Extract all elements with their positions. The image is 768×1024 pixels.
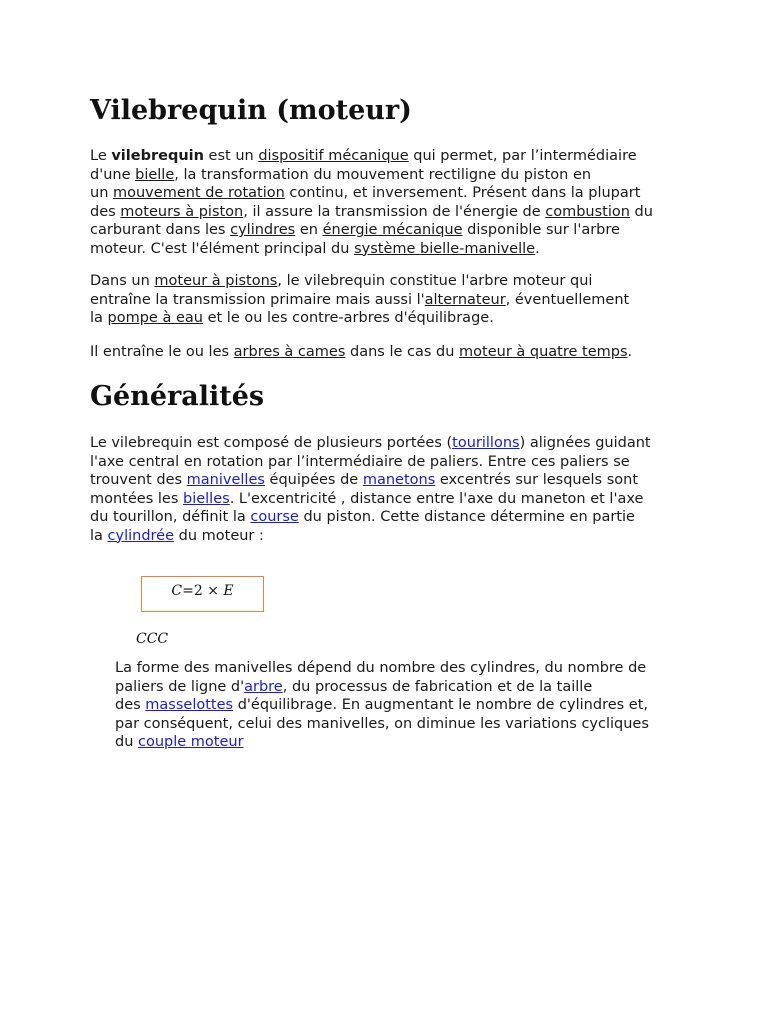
text-run: la	[90, 310, 108, 326]
text-run: montées les	[90, 490, 183, 507]
text-run: un	[90, 185, 113, 201]
link-couple-moteur[interactable]: couple moteur	[138, 734, 244, 750]
text-run: équipées de	[264, 472, 363, 488]
link-alternateur[interactable]: alternateur	[424, 291, 506, 308]
text-run: La forme des manivelles dépend du nombre des cylindres, du nombre de	[115, 660, 647, 676]
text-line	[115, 715, 685, 734]
formula-box	[141, 576, 264, 612]
formula-var-c: C	[171, 583, 183, 599]
text-line	[90, 291, 690, 310]
text-run: Dans un	[90, 273, 155, 289]
link-course[interactable]: course	[250, 509, 299, 525]
formula-times: ×	[207, 583, 219, 599]
link-bielle[interactable]: bielle	[135, 166, 175, 183]
text-line	[90, 471, 690, 490]
text-run: l'axe central en rotation par l’intermédiaire de paliers. Entre ces paliers se	[90, 453, 630, 470]
text-run: Il entraîne le ou les	[90, 344, 234, 360]
text-run: . L'excentricité , distance entre l'axe du maneton et l'axe	[229, 490, 644, 507]
text-run: dans le cas du	[345, 344, 460, 360]
text-run: trouvent des	[90, 472, 187, 488]
text-run: du	[629, 203, 653, 220]
text-line	[115, 733, 685, 752]
text-run: Le	[90, 148, 112, 164]
text-line	[90, 147, 690, 166]
text-run: est un	[203, 148, 259, 164]
formula-caption: CCC	[136, 631, 169, 647]
text-run: .	[627, 344, 633, 360]
link-masselottes[interactable]: masselottes	[145, 697, 234, 713]
text-run: disponible sur l'arbre	[462, 222, 620, 238]
formula-equals: =2	[182, 583, 203, 599]
paragraph-generalites	[90, 434, 690, 545]
text-line	[115, 678, 685, 697]
text-run: , le vilebrequin constitue l'arbre moteur qui	[277, 273, 593, 289]
text-line	[90, 453, 690, 472]
link-systeme-bielle-manivelle[interactable]: système bielle-manivelle	[354, 240, 536, 257]
text-run: entraîne la transmission primaire mais aussi l'	[90, 291, 425, 308]
link-moteurs-a-piston[interactable]: moteurs à piston	[120, 203, 244, 220]
text-run: moteur. C'est l'élément principal du	[90, 240, 355, 257]
text-line	[115, 659, 685, 678]
link-dispositif-mecanique[interactable]: dispositif mécanique	[258, 148, 409, 164]
page-title: Vilebrequin (moteur)	[90, 95, 412, 126]
link-bielles[interactable]: bielles	[183, 490, 230, 507]
text-run: des	[90, 203, 121, 220]
text-line	[90, 309, 690, 328]
link-manivelles[interactable]: manivelles	[186, 472, 265, 488]
section-title: Généralités	[90, 381, 265, 412]
text-run: , éventuellement	[505, 291, 630, 308]
link-tourillons[interactable]: tourillons	[452, 435, 520, 451]
text-line	[90, 166, 690, 185]
text-line	[90, 343, 690, 362]
text-line	[90, 203, 690, 222]
text-run: ) alignées guidant	[519, 435, 651, 451]
text-line	[90, 184, 690, 203]
text-run: du piston. Cette distance détermine en partie	[298, 509, 635, 525]
text-run: du moteur :	[174, 527, 264, 544]
text-line	[115, 696, 685, 715]
bold-term: vilebrequin	[111, 148, 204, 164]
link-combustion[interactable]: combustion	[545, 203, 630, 220]
text-run: , la transformation du mouvement rectiligne du piston en	[174, 166, 592, 183]
text-run: .	[535, 240, 540, 257]
link-pompe-a-eau[interactable]: pompe à eau	[107, 310, 203, 326]
text-line	[90, 434, 690, 453]
text-line	[90, 240, 690, 259]
text-run: d'équilibrage. En augmentant le nombre de cylindres et,	[233, 697, 649, 713]
text-run: par conséquent, celui des manivelles, on diminue les variations cycliques	[115, 715, 649, 732]
paragraph-arbres-a-cames	[90, 343, 690, 362]
link-cylindres[interactable]: cylindres	[230, 222, 296, 238]
text-run: la	[90, 527, 108, 544]
text-run: qui permet, par l’intermédiaire	[408, 148, 637, 164]
formula-var-e: E	[223, 583, 234, 599]
text-run: , il assure la transmission de l'énergie de	[243, 203, 546, 220]
text-line	[90, 221, 690, 240]
link-manetons[interactable]: manetons	[362, 472, 436, 488]
link-mouvement-de-rotation[interactable]: mouvement de rotation	[113, 185, 285, 201]
text-run: excentrés sur lesquels sont	[435, 472, 639, 488]
link-arbre[interactable]: arbre	[244, 678, 283, 695]
text-run: en	[295, 222, 323, 238]
link-energie-mecanique[interactable]: énergie mécanique	[322, 222, 463, 238]
link-cylindree[interactable]: cylindrée	[107, 527, 175, 544]
text-line	[90, 272, 690, 291]
text-run: du tourillon, définit la	[90, 509, 251, 525]
text-run: du	[115, 734, 139, 750]
intro-paragraph	[90, 147, 690, 258]
text-run: d'une	[90, 166, 136, 183]
paragraph-forme-manivelles	[115, 659, 685, 752]
text-line	[90, 508, 690, 527]
link-moteur-a-quatre-temps[interactable]: moteur à quatre temps	[459, 344, 628, 360]
text-run: , du processus de fabrication et de la taille	[282, 678, 593, 695]
text-line	[90, 527, 690, 546]
link-moteur-a-pistons[interactable]: moteur à pistons	[154, 273, 278, 289]
text-run: et le ou les contre-arbres d'équilibrage.	[202, 310, 494, 326]
text-run: Le vilebrequin est composé de plusieurs portées (	[90, 435, 453, 451]
text-line	[90, 490, 690, 509]
link-arbres-a-cames[interactable]: arbres à cames	[233, 344, 346, 360]
text-run: des	[115, 697, 146, 713]
paragraph-moteur-a-pistons	[90, 272, 690, 328]
text-run: paliers de ligne d'	[115, 678, 245, 695]
text-run: continu, et inversement. Présent dans la plupart	[284, 185, 641, 201]
text-run: carburant dans les	[90, 222, 231, 238]
